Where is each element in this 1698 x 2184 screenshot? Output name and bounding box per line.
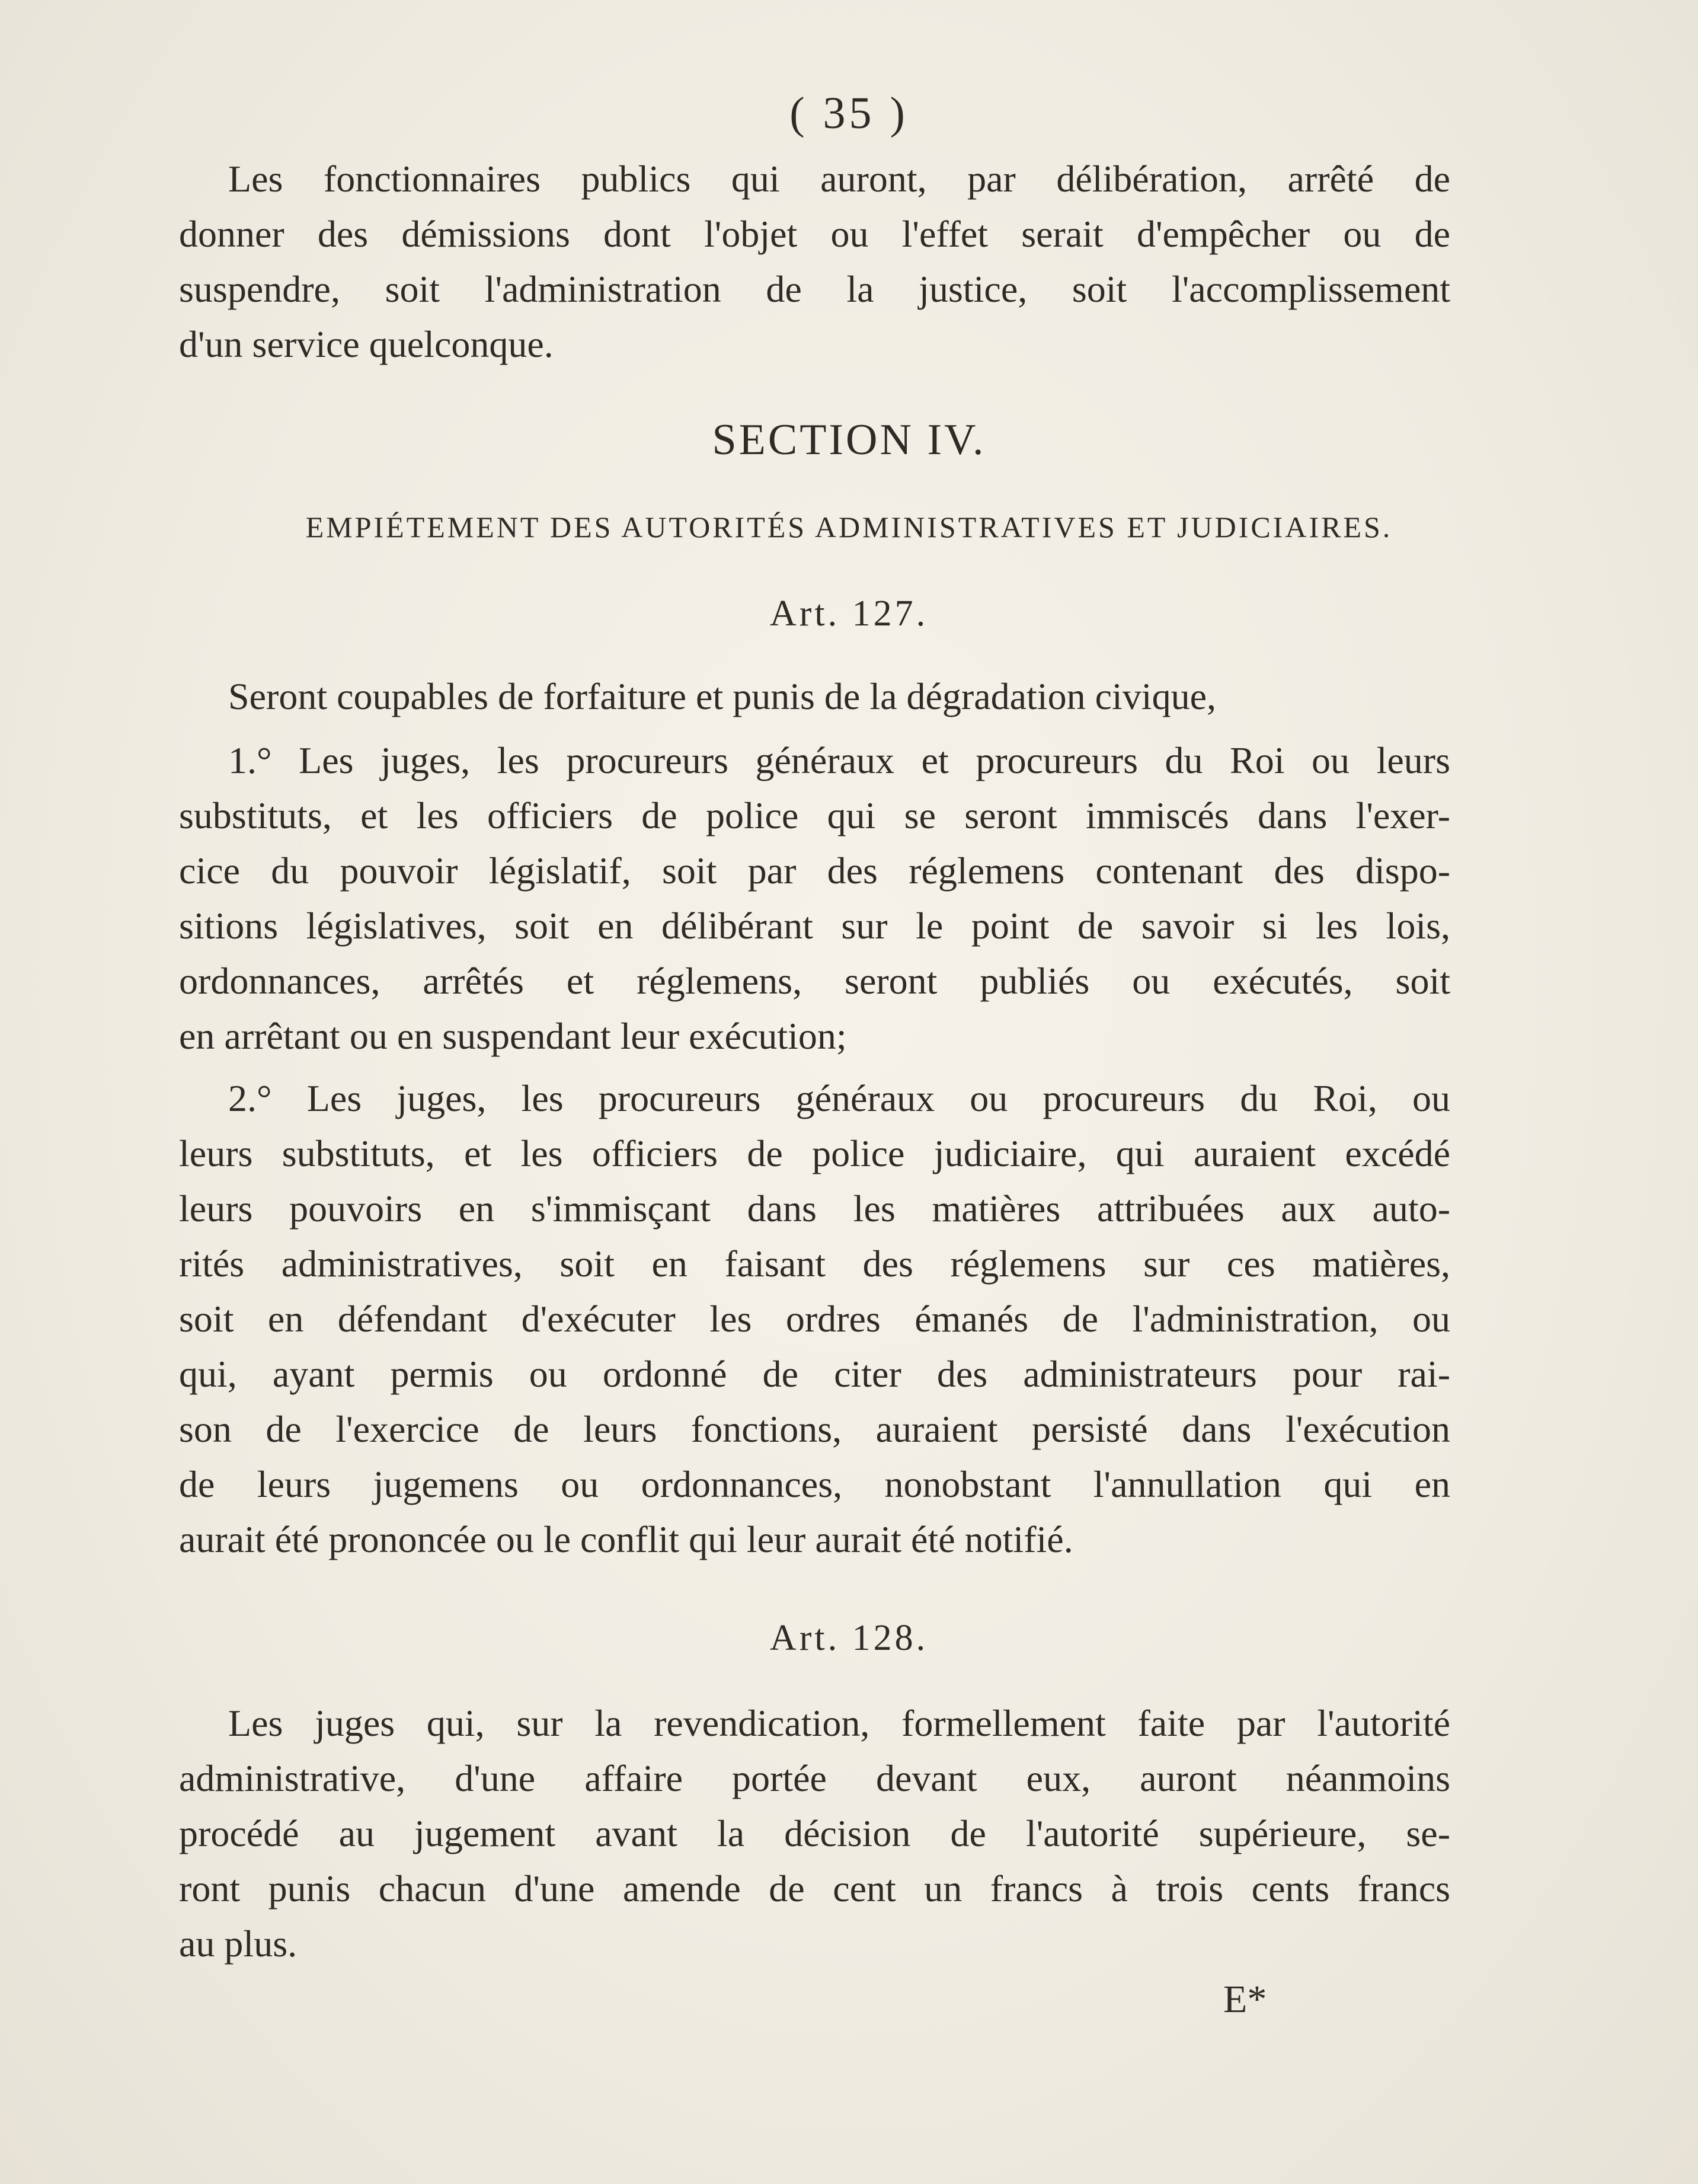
article-128-title: Art. 128. — [769, 1618, 929, 1658]
text-line: 1.° Les juges, les procureurs généraux et procureurs du Roi ou leurs — [228, 739, 1450, 781]
text-line: leurs substituts, et les officiers de police judiciaire, qui auraient excédé — [179, 1132, 1450, 1174]
intro-paragraph — [179, 151, 1450, 372]
article-127-lead — [179, 669, 1450, 724]
text-line: en arrêtant ou en suspendant leur exécution; — [179, 1015, 847, 1057]
text-line: cice du pouvoir législatif, soit par des réglemens contenant des dispo- — [179, 850, 1450, 892]
text-line: suspendre, soit l'administration de la justice, soit l'accomplissement — [179, 268, 1450, 310]
text-line: d'un service quelconque. — [179, 323, 554, 365]
text-line: Les fonctionnaires publics qui auront, par délibération, arrêté de — [228, 158, 1450, 200]
article-127-title: Art. 127. — [769, 593, 929, 634]
text-line: soit en défendant d'exécuter les ordres émanés de l'administration, ou — [179, 1298, 1450, 1340]
article-127-item-2 — [179, 1071, 1450, 1567]
text-line: procédé au jugement avant la décision de l'autorité supérieure, se- — [179, 1812, 1450, 1854]
text-line: qui, ayant permis ou ordonné de citer des administrateurs pour rai- — [179, 1353, 1450, 1395]
text-line: au plus. — [179, 1923, 298, 1965]
signature-mark: E* — [1223, 1978, 1267, 2021]
article-127-item-1 — [179, 733, 1450, 1064]
text-line: son de l'exercice de leurs fonctions, auraient persisté dans l'exécution — [179, 1408, 1450, 1450]
text-line: sitions législatives, soit en délibérant sur le point de savoir si les lois, — [179, 905, 1450, 947]
text-line: ront punis chacun d'une amende de cent un francs à trois cents francs — [179, 1867, 1450, 1910]
article-128-paragraph — [179, 1696, 1450, 1971]
section-subtitle: EMPIÉTEMENT DES AUTORITÉS ADMINISTRATIVES ET JUDICIAIRES. — [305, 510, 1393, 544]
text-line: administrative, d'une affaire portée devant eux, auront néanmoins — [179, 1757, 1450, 1799]
text-line: 2.° Les juges, les procureurs généraux ou procureurs du Roi, ou — [228, 1077, 1450, 1119]
text-line: donner des démissions dont l'objet ou l'effet serait d'empêcher ou de — [179, 213, 1450, 255]
page-number: ( 35 ) — [789, 88, 909, 138]
text-line: ordonnances, arrêtés et réglemens, seront publiés ou exécutés, soit — [179, 960, 1450, 1002]
text-line: aurait été prononcée ou le conflit qui leur aurait été notifié. — [179, 1518, 1073, 1560]
text-line: leurs pouvoirs en s'immisçant dans les matières attribuées aux auto- — [179, 1187, 1450, 1230]
text-line: substituts, et les officiers de police qui se seront immiscés dans l'exer- — [179, 794, 1450, 836]
text-line: Seront coupables de forfaiture et punis de la dégradation civique, — [228, 675, 1216, 717]
text-line: de leurs jugemens ou ordonnances, nonobstant l'annullation qui en — [179, 1463, 1450, 1505]
text-line: Les juges qui, sur la revendication, formellement faite par l'autorité — [228, 1702, 1450, 1744]
text-line: rités administratives, soit en faisant des réglemens sur ces matières, — [179, 1243, 1450, 1285]
section-title: SECTION IV. — [712, 416, 986, 464]
